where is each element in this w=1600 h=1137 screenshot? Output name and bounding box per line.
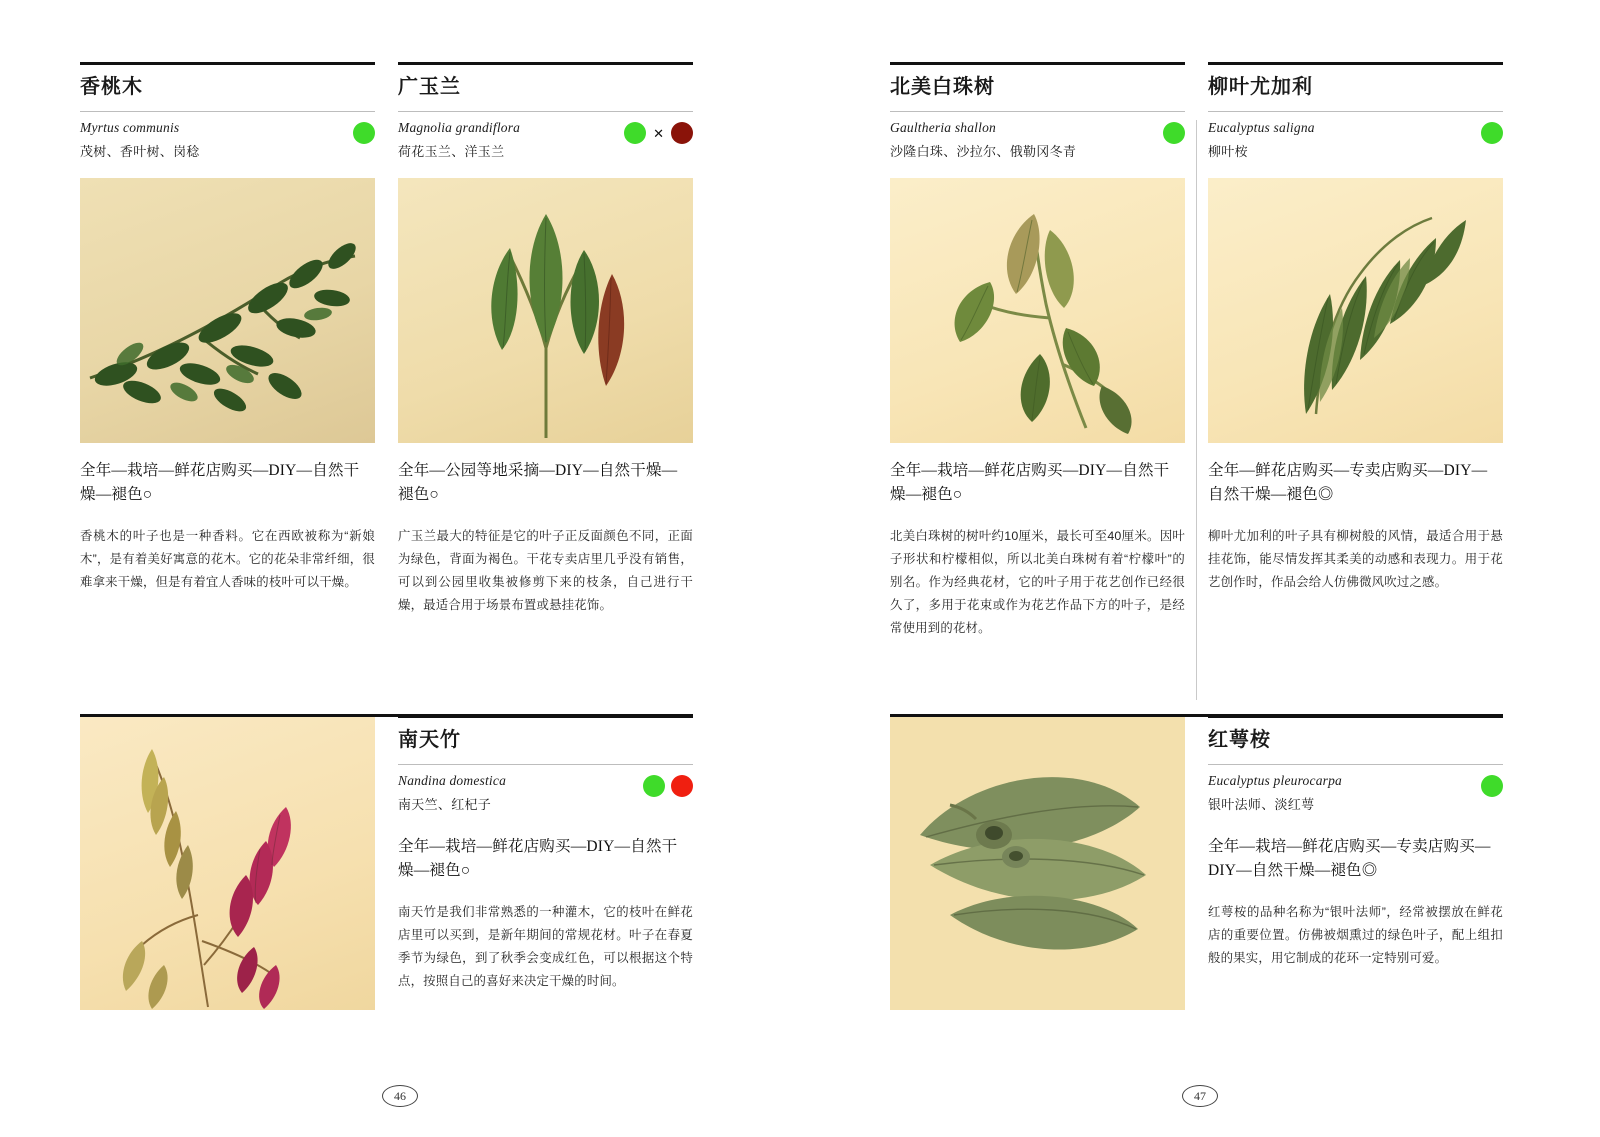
entry-top-rule	[398, 62, 693, 65]
color-dot-red-icon	[671, 775, 693, 797]
plant-description: 北美白珠树的树叶约10厘米，最长可至40厘米。因叶子形状和柠檬相似，所以北美白珠树有着“柠檬叶”的别名。作为经典花材，它的叶子用于花艺创作已经很久了，多用于花束或作为花艺作品下方的叶子，是经常使用到的花材。	[890, 529, 1185, 635]
section-divider	[80, 714, 693, 717]
plant-latin-name: Myrtus communis	[80, 120, 180, 135]
plant-alias: 柳叶桉	[1208, 144, 1248, 159]
plant-entry	[890, 62, 1185, 640]
color-dot-group	[353, 122, 375, 144]
red-calyx-eucalyptus-illustration	[890, 715, 1185, 1010]
plant-meta	[398, 120, 693, 166]
plant-meta	[398, 773, 693, 819]
plant-latin-name: Magnolia grandiflora	[398, 120, 521, 135]
plant-entry-photo	[80, 715, 375, 1010]
plant-latin-name: Nandina domestica	[398, 773, 507, 788]
plant-description: 南天竹是我们非常熟悉的一种灌木，它的枝叶在鲜花店里可以买到，是新年期间的常规花材。叶子在春夏季节为绿色，到了秋季会变成红色，可以根据这个特点，按照自己的喜好来决定干燥的时间。	[398, 905, 693, 988]
plant-tagline: 全年—鲜花店购买—专卖店购买—DIY—自然干燥—褪色◎	[1208, 462, 1488, 504]
plant-alias: 茂树、香叶树、岗稔	[80, 144, 200, 159]
entry-thin-rule	[1208, 111, 1503, 112]
plant-alias: 荷花玉兰、洋玉兰	[398, 144, 505, 159]
color-dot-group	[1481, 775, 1503, 797]
nandina-branch-illustration	[80, 715, 375, 1010]
salal-branch-illustration	[890, 178, 1185, 443]
color-dot-green-icon	[643, 775, 665, 797]
plant-tagline: 全年—栽培—鲜花店购买—专卖店购买—DIY—自然干燥—褪色◎	[1208, 838, 1491, 880]
entry-thin-rule	[1208, 764, 1503, 765]
plant-latin-name: Eucalyptus saligna	[1208, 120, 1315, 135]
color-dot-green-icon	[353, 122, 375, 144]
plant-description: 红萼桉的品种名称为“银叶法师”，经常被摆放在鲜花店的重要位置。仿佛被烟熏过的绿色叶子，配上组扣般的果实，用它制成的花环一定特别可爱。	[1208, 905, 1503, 965]
entry-thin-rule	[890, 111, 1185, 112]
entry-top-rule	[80, 62, 375, 65]
magnolia-leaves-illustration	[398, 178, 693, 443]
plant-description: 柳叶尤加利的叶子具有柳树般的风情，最适合用于悬挂花饰，能尽情发挥其柔美的动感和表现力。用于花艺创作时，作品会给人仿佛微风吹过之感。	[1208, 529, 1503, 589]
plant-tagline: 全年—栽培—鲜花店购买—DIY—自然干燥—褪色○	[890, 462, 1170, 504]
plant-description: 香桃木的叶子也是一种香料。它在西欧被称为“新娘木”，是有着美好寓意的花木。它的花朵非常纤细，很难拿来干燥，但是有着宜人香味的枝叶可以干燥。	[80, 529, 375, 589]
entry-thin-rule	[80, 111, 375, 112]
willow-eucalyptus-illustration	[1208, 178, 1503, 443]
plant-photo	[80, 178, 375, 443]
color-dot-green-icon	[1163, 122, 1185, 144]
color-dot-group	[643, 775, 693, 797]
plant-entry	[1208, 715, 1503, 970]
plant-meta	[80, 120, 375, 166]
plant-name: 柳叶尤加利	[1208, 76, 1313, 98]
plant-entry-photo	[890, 715, 1185, 1010]
page-right	[800, 0, 1600, 1137]
plant-name: 香桃木	[80, 76, 143, 98]
page-number: 47	[1182, 1085, 1218, 1107]
plant-name: 广玉兰	[398, 76, 461, 98]
page-number: 46	[382, 1085, 418, 1107]
entry-grid-left	[0, 62, 800, 1057]
myrtle-branch-illustration	[80, 178, 375, 443]
color-dot-green-icon	[1481, 122, 1503, 144]
plant-description: 广玉兰最大的特征是它的叶子正反面颜色不同，正面为绿色，背面为褐色。干花专卖店里几乎没有销售，可以到公园里收集被修剪下来的枝条，自己进行干燥，最适合用于场景布置或悬挂花饰。	[398, 529, 693, 612]
plant-tagline: 全年—栽培—鲜花店购买—DIY—自然干燥—褪色○	[398, 838, 678, 880]
plant-photo	[80, 715, 375, 1010]
plant-latin-name: Gaultheria shallon	[890, 120, 996, 135]
color-dot-green-icon	[1481, 775, 1503, 797]
plant-name: 红萼桉	[1208, 729, 1271, 751]
plant-tagline: 全年—公园等地采摘—DIY—自然干燥—褪色○	[398, 462, 678, 504]
color-dot-darkred-icon	[671, 122, 693, 144]
plant-entry	[1208, 62, 1503, 594]
entry-top-rule	[1208, 62, 1503, 65]
plant-alias: 南天竺、红杞子	[398, 797, 492, 812]
plant-photo	[890, 715, 1185, 1010]
plant-photo	[1208, 178, 1503, 443]
plant-latin-name: Eucalyptus pleurocarpa	[1208, 773, 1343, 788]
plant-photo	[398, 178, 693, 443]
plant-name: 南天竹	[398, 729, 461, 751]
plant-entry	[398, 62, 693, 617]
plant-entry	[80, 62, 375, 594]
plant-meta	[890, 120, 1185, 166]
plant-alias: 银叶法师、淡红萼	[1208, 797, 1315, 812]
plant-name: 北美白珠树	[890, 76, 995, 98]
entry-grid-right	[800, 62, 1600, 1057]
color-dot-group	[624, 122, 693, 144]
color-dot-group	[1481, 122, 1503, 144]
entry-thin-rule	[398, 764, 693, 765]
plant-meta	[1208, 120, 1503, 166]
plant-tagline: 全年—栽培—鲜花店购买—DIY—自然干燥—褪色○	[80, 462, 360, 504]
section-divider	[890, 714, 1503, 717]
plant-entry	[398, 715, 693, 993]
page-folio-right	[800, 1085, 1600, 1107]
color-dot-group	[1163, 122, 1185, 144]
entry-top-rule	[890, 62, 1185, 65]
plant-photo	[890, 178, 1185, 443]
color-dot-green-icon	[624, 122, 646, 144]
page-folio-left	[0, 1085, 800, 1107]
entry-thin-rule	[398, 111, 693, 112]
plant-alias: 沙隆白珠、沙拉尔、俄勒冈冬青	[890, 144, 1077, 159]
plant-meta	[1208, 773, 1503, 819]
cross-icon: ✕	[653, 125, 664, 141]
column-divider	[1196, 120, 1197, 700]
